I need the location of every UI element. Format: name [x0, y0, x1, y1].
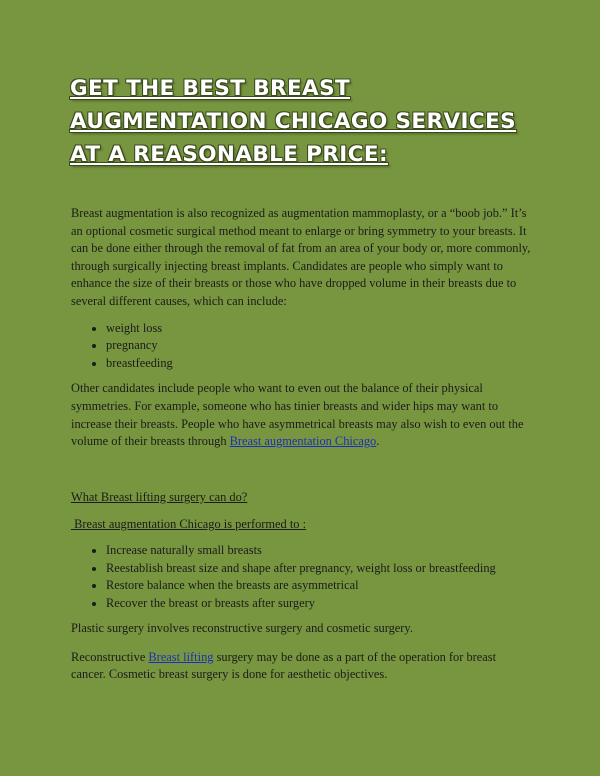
section-heading-performed: Breast augmentation Chicago is performed to : — [71, 517, 307, 532]
candidates-text-end: . — [376, 434, 380, 449]
plastic-surgery-paragraph: Plastic surgery involves reconstructive surgery and cosmetic surgery. — [71, 621, 413, 636]
page-title: GET THE BEST BREAST AUGMENTATION CHICAGO SERVICES AT A REASONABLE PRICE: — [70, 76, 517, 167]
section-heading-lifting: What Breast lifting surgery can do? — [71, 489, 248, 504]
breast-lifting-link[interactable]: Breast lifting — [148, 649, 214, 664]
list-item: • Restore balance when the breasts are asymmetrical — [106, 577, 531, 595]
list-item: • pregnancy — [106, 337, 531, 355]
list-item: • Reestablish breast size and shape after pregnancy, weight loss or breastfeeding — [106, 560, 531, 578]
list-item: • Recover the breast or breasts after surgery — [106, 595, 531, 613]
breast-augmentation-chicago-link[interactable]: Breast augmentation Chicago — [229, 434, 377, 449]
list-item: • Increase naturally small breasts — [106, 542, 531, 560]
purposes-list — [71, 542, 531, 612]
causes-list — [71, 320, 531, 373]
list-item: • weight loss — [106, 320, 531, 338]
intro-paragraph: Breast augmentation is also recognized as augmentation mammoplasty, or a “boob job.” It’s an optional cosmetic surgical method meant to enlarge or bring symmetry to your breasts. It can be done either through the removal of fat from an area of your body or, more commonly, through surgically injecting breast implants. Candidates are people who simply want to enhance the size of their breasts or those who have dropped volume in their breasts due to several different causes, which can include: — [71, 206, 531, 308]
candidates-text: Other candidates include people who want to even out the balance of their physical symmetries. For example, someone who has tinier breasts and wider hips may want to increase their breasts. People who have asymmetrical breasts may also wish to even out the volume of their breasts through — [71, 381, 524, 449]
candidates-paragraph — [71, 380, 531, 450]
reconstructive-paragraph — [71, 649, 531, 684]
list-item: • breastfeeding — [106, 355, 531, 373]
reconstructive-text: Reconstructive — [71, 649, 149, 664]
article-body — [71, 205, 531, 684]
reconstructive-text-end: surgery may be done as a part of the operation for breast cancer. Cosmetic breast surgery is done for aesthetic objectives. — [71, 649, 497, 682]
